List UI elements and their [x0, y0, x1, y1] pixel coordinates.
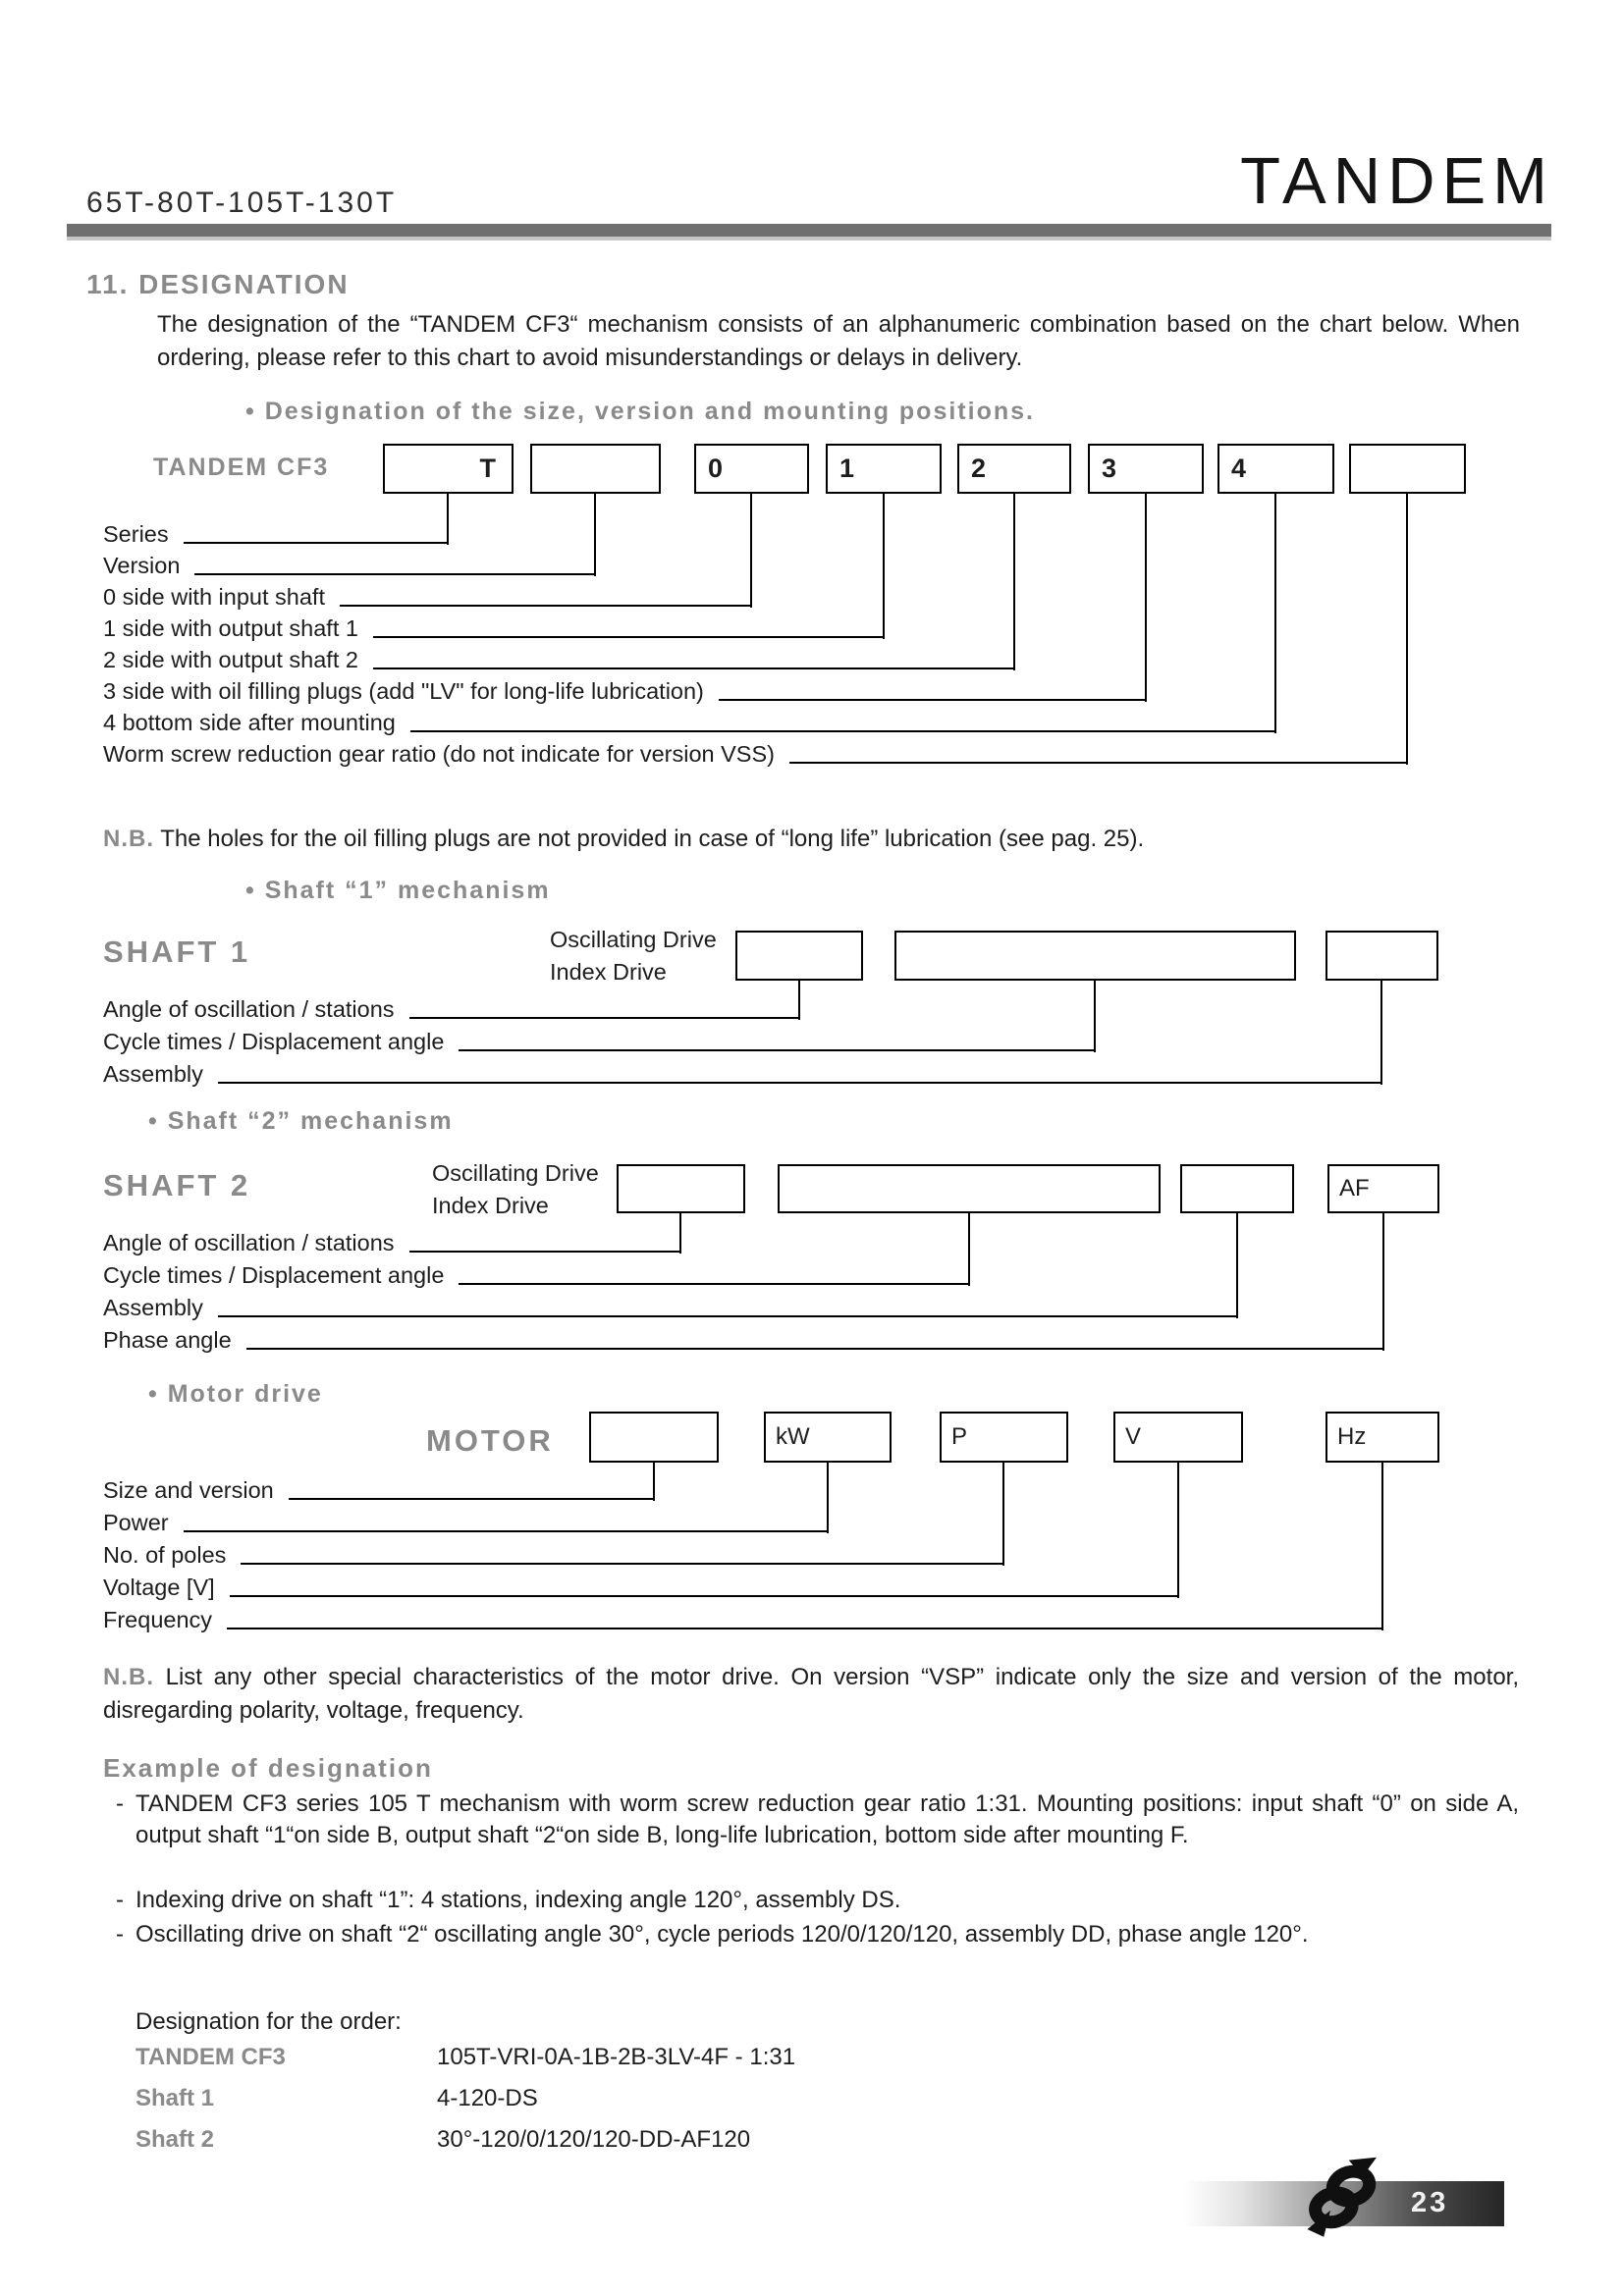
connector-line — [410, 730, 1275, 732]
shaft2-row-phase — [103, 1324, 1383, 1354]
motor-voltage-box: V — [1113, 1412, 1243, 1463]
legend-label: Angle of oscillation / stations — [103, 1230, 395, 1255]
legend-row-series — [103, 518, 448, 548]
knot-ribbon-logo-icon — [1288, 2156, 1396, 2240]
shaft2-row-assembly — [103, 1292, 1237, 1321]
nb-text: The holes for the oil filling plugs are not provided in case of “long life” lubrication (see pag. 25). — [160, 826, 1145, 852]
shaft1-label: SHAFT 1 — [103, 934, 251, 969]
legend-label: Cycle times / Displacement angle — [103, 1262, 445, 1288]
example-heading: Example of designation — [103, 1753, 433, 1783]
legend-label: Worm screw reduction gear ratio (do not indicate for version VSS) — [103, 741, 775, 767]
ratio-code-box — [1349, 444, 1466, 494]
connector-line — [194, 573, 595, 575]
list-dash: - — [116, 1790, 124, 1817]
shaft2-label: SHAFT 2 — [103, 1168, 251, 1202]
motor-label: MOTOR — [426, 1423, 554, 1458]
connector-line — [409, 1251, 680, 1253]
section-title: 11. DESIGNATION — [86, 269, 350, 299]
connector-line — [459, 1283, 969, 1285]
shaft2-row-cycle — [103, 1259, 969, 1289]
order-row-label: Shaft 2 — [135, 2126, 215, 2153]
motor-heading: • Motor drive — [148, 1380, 323, 1408]
shaft1-angle-box — [735, 931, 863, 981]
shaft1-heading: • Shaft “1” mechanism — [245, 877, 551, 904]
order-row-label: TANDEM CF3 — [135, 2044, 286, 2070]
shaft2-cycle-box — [778, 1164, 1161, 1213]
shaft2-phase-box: AF — [1327, 1164, 1439, 1213]
legend-row-side2 — [103, 644, 1014, 673]
side4-code-box: 4 — [1217, 444, 1334, 494]
legend-row-version — [103, 550, 595, 579]
legend-label: Size and version — [103, 1477, 274, 1503]
legend-label: 3 side with oil filling plugs (add "LV" for long-life lubrication) — [103, 678, 704, 704]
motor-row-power — [103, 1507, 828, 1536]
legend-label: Assembly — [103, 1061, 203, 1087]
nb-tag: N.B. — [103, 1664, 154, 1690]
size-diagram-heading: • Designation of the size, version and mounting positions. — [245, 398, 1035, 425]
example-item-text: Indexing drive on shaft “1”: 4 stations, indexing angle 120°, assembly DS. — [135, 1887, 901, 1913]
model-range-title: 65T-80T-105T-130T — [86, 187, 398, 219]
example-item — [116, 1885, 1519, 1916]
legend-label: 1 side with output shaft 1 — [103, 615, 358, 641]
legend-label: Version — [103, 553, 181, 578]
legend-label: Phase angle — [103, 1327, 232, 1353]
connector-line — [184, 1530, 828, 1532]
motor-row-voltage — [103, 1572, 1178, 1601]
motor-row-poles — [103, 1539, 1003, 1569]
order-intro: Designation for the order: — [135, 2008, 402, 2035]
connector-line — [789, 762, 1407, 764]
example-item — [116, 1919, 1519, 1950]
header-rule-shadow — [67, 237, 1551, 240]
connector-line — [409, 1017, 799, 1019]
shaft1-assembly-box — [1325, 931, 1438, 981]
legend-row-side4 — [103, 707, 1275, 736]
motor-poles-box: P — [940, 1412, 1068, 1463]
nb-note-lubrication — [103, 823, 1519, 856]
legend-label: Cycle times / Displacement angle — [103, 1029, 445, 1054]
side0-code-box: 0 — [694, 444, 809, 494]
connector-line — [373, 667, 1014, 669]
connector-line — [719, 699, 1146, 701]
legend-label: 0 side with input shaft — [103, 584, 325, 610]
shaft2-row-angle — [103, 1227, 680, 1256]
connector-line — [227, 1628, 1382, 1629]
connector-line — [230, 1595, 1178, 1597]
side2-code-box: 2 — [957, 444, 1071, 494]
knot-ribbon-logo-svg — [1288, 2156, 1396, 2240]
index-drive-label: Index Drive — [432, 1193, 549, 1218]
series-code-box: T — [383, 444, 514, 494]
connector-line — [218, 1082, 1381, 1084]
shaft1-cycle-box — [894, 931, 1296, 981]
order-row-value: 30°-120/0/120/120-DD-AF120 — [437, 2126, 751, 2153]
connector-line — [289, 1498, 654, 1500]
connector-line — [1406, 494, 1408, 765]
nb-note-motor — [103, 1661, 1519, 1728]
section-intro: The designation of the “TANDEM CF3“ mechanism consists of an alphanumeric combination based on the chart below. When ordering, please refer to this chart to avoid misunderstandings or delays in delivery. — [157, 311, 1520, 371]
connector-line — [1145, 494, 1147, 702]
motor-frequency-box: Hz — [1325, 1412, 1439, 1463]
tandem-cf3-label: TANDEM CF3 — [153, 454, 330, 481]
shaft1-row-angle — [103, 993, 799, 1023]
legend-row-side0 — [103, 581, 751, 611]
legend-label: 4 bottom side after mounting — [103, 710, 396, 735]
version-code-box — [530, 444, 661, 494]
connector-line — [459, 1049, 1095, 1051]
legend-label: 2 side with output shaft 2 — [103, 647, 358, 672]
brand-wordmark: TANDEM — [1240, 144, 1554, 218]
legend-label: Voltage [V] — [103, 1575, 215, 1600]
legend-label: Frequency — [103, 1607, 213, 1632]
motor-power-box: kW — [764, 1412, 892, 1463]
example-item — [116, 1789, 1519, 1851]
order-row-label: Shaft 1 — [135, 2085, 215, 2111]
legend-label: Angle of oscillation / stations — [103, 996, 395, 1022]
connector-line — [1274, 494, 1276, 733]
connector-line — [373, 636, 884, 638]
connector-line — [241, 1563, 1003, 1565]
side3-code-box: 3 — [1088, 444, 1204, 494]
list-dash: - — [116, 1887, 124, 1913]
example-item-text: TANDEM CF3 series 105 T mechanism with worm screw reduction gear ratio 1:31. Mounting positions: input shaft “0” on side A, output shaft “1“on side B, output shaft “2“on side B, long-life lubrication, bottom side after mounting F. — [135, 1790, 1519, 1848]
shaft2-heading: • Shaft “2” mechanism — [148, 1107, 454, 1135]
order-row-value: 105T-VRI-0A-1B-2B-3LV-4F - 1:31 — [437, 2044, 796, 2070]
connector-line — [218, 1315, 1237, 1317]
order-row-value: 4-120-DS — [437, 2085, 538, 2111]
connector-line — [340, 605, 751, 607]
motor-row-size — [103, 1474, 654, 1504]
nb-text: List any other special characteristics of the motor drive. On version “VSP” indicate only the size and version of the motor, disregarding polarity, voltage, frequency. — [103, 1664, 1519, 1724]
connector-line — [246, 1348, 1383, 1350]
legend-row-side3 — [103, 675, 1146, 705]
shaft1-row-assembly — [103, 1058, 1381, 1088]
legend-label: Assembly — [103, 1295, 203, 1320]
side1-code-box: 1 — [826, 444, 942, 494]
list-dash: - — [116, 1921, 124, 1948]
shaft1-row-cycle — [103, 1026, 1095, 1055]
legend-label: Power — [103, 1510, 169, 1535]
shaft1-drive-type — [550, 924, 717, 988]
shaft2-assembly-box — [1180, 1164, 1294, 1213]
header-rule — [67, 224, 1551, 237]
motor-row-frequency — [103, 1604, 1382, 1633]
connector-line — [184, 542, 448, 544]
index-drive-label: Index Drive — [550, 959, 667, 985]
legend-row-side1 — [103, 613, 884, 642]
shaft2-angle-box — [617, 1164, 745, 1213]
oscillating-drive-label: Oscillating Drive — [550, 927, 717, 952]
oscillating-drive-label: Oscillating Drive — [432, 1160, 599, 1186]
page-number: 23 — [1411, 2187, 1449, 2218]
legend-label: No. of poles — [103, 1542, 227, 1568]
example-item-text: Oscillating drive on shaft “2“ oscillating angle 30°, cycle periods 120/0/120/120, assembly DD, phase angle 120°. — [135, 1921, 1309, 1948]
nb-tag: N.B. — [103, 826, 154, 852]
legend-row-ratio — [103, 738, 1407, 768]
shaft2-drive-type — [432, 1157, 599, 1222]
legend-label: Series — [103, 521, 169, 547]
motor-size-box — [589, 1412, 719, 1463]
